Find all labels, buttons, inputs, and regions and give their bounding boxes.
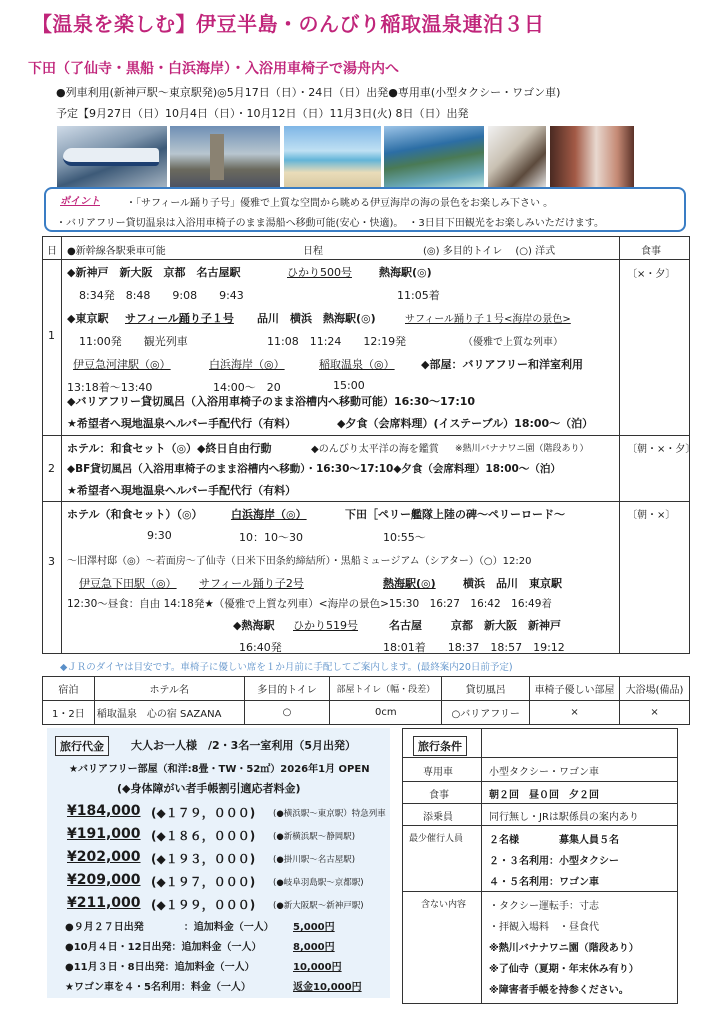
schedule-header-meal: 食事	[641, 246, 661, 257]
day1-line8-helper: ★希望者へ現地温泉ヘルパー手配代行（有料）	[67, 417, 297, 430]
price-departure: (●横浜駅〜東京駅）特急列車	[273, 809, 386, 819]
extra-fee-label: ●10月４日・12日出発：追加料金（一人）	[65, 942, 262, 953]
extra-fee-amount: 10,000円	[293, 962, 342, 973]
day2-line1-note: ※熱川バナナワニ園（階段あり）	[455, 444, 589, 454]
condition-value: ４・５名利用：ワゴン車	[489, 877, 599, 888]
condition-value: ２・３名利用：小型タクシー	[489, 856, 619, 867]
day3-line5-times: 12:30〜昼食：自由 14:18発★（優雅で上質な列車）<海岸の景色>15:30 16:27 16:42 16:49着	[67, 598, 552, 610]
price-discount-note: (◆身体障がい者手帳割引適応者料金)	[117, 782, 301, 795]
day1-line5-inatori: 稲取温泉（◎）	[319, 358, 395, 371]
condition-value: ※了仙寺（夏期・年末休み有り）	[489, 964, 639, 975]
price-departure: (●岐阜羽島駅〜京都駅)	[273, 878, 364, 888]
condition-value: ・拝観入場料 ・昼食代	[489, 922, 599, 933]
table-header-row	[43, 677, 690, 701]
day3-number: 3	[48, 555, 55, 568]
price-box	[47, 728, 390, 998]
table-header: 宿泊	[43, 677, 95, 701]
condition-value: ２名様 募集人員５名	[489, 835, 619, 846]
schedule-header-note: ●新幹線各駅乗車可能	[67, 246, 166, 257]
day1-line2-times: 8:34発 8:48 9:08 9:43	[79, 289, 244, 302]
point-label: ポイント	[60, 196, 100, 207]
day3-line2-depart: 9:30	[147, 529, 172, 542]
point-line-2: ・バリアフリー貸切温泉は入浴用車椅子のまま湯船へ移動可能(安心・快適)。 ・3日目下田観光をお楽しみいただけます。	[56, 218, 604, 229]
day3-line4-stations: 横浜 品川 東京駅	[463, 577, 562, 590]
condition-value: ・タクシー運転手：寸志	[489, 901, 599, 912]
extra-fee-amount: 5,000円	[293, 922, 335, 933]
day1-line7-bath: ◆バリアフリー貸切風呂（入浴用車椅子のまま浴槽内へ移動可能）16:30〜17:10	[67, 395, 476, 408]
day1-line4-times: 11:08 11:24 12:19発	[267, 335, 407, 348]
schedule-table	[42, 236, 696, 654]
condition-value: ※障害者手帳を持参ください。	[489, 985, 629, 996]
schedule-header-legend: (◎) 多目的トイレ (○) 洋式	[423, 246, 556, 257]
point-line-1: ・「サフィール踊り子号」優雅で上質な空間から眺める伊豆海岸の海の景色をお楽しみ下さい 。	[126, 198, 554, 209]
day3-line7-depart: 16:40発	[239, 641, 282, 654]
day3-line3-sightseeing: 〜旧澤村邸（◎）〜若面房〜了仙寺（日米下田条約締結所）・黒船ミュージアム（シアター）（○）12:20	[67, 556, 532, 567]
day3-line1-shirahama: 白浜海岸（◎）	[231, 508, 307, 521]
day3-line4-shimoda-station: 伊豆急下田駅（◎）	[79, 577, 177, 590]
price-room: ★バリアフリー部屋（和洋:8畳・TW・52㎡）2026年1月 OPEN	[69, 764, 370, 775]
day3-line1-shimoda: 下田［ペリー艦隊上陸の碑〜ペリーロード〜	[345, 508, 565, 521]
day2-line1-view: ◆のんびり太平洋の海を鑑賞	[311, 444, 439, 455]
table-cell: 稲取温泉 心の宿 SAZANA	[94, 701, 244, 725]
price-amount: ¥184,000	[67, 803, 141, 819]
memorial-monument-photo	[170, 126, 280, 188]
beach-photo	[284, 126, 381, 188]
extra-fee-amount: 8,000円	[293, 942, 335, 953]
condition-value: 同行無し・JRは駅係員の案内あり	[489, 812, 639, 823]
day3-meals: 〔朝・×〕	[627, 510, 676, 521]
day1-line1-dest: 熱海駅(◎)	[379, 266, 432, 279]
table-header: 大浴場(備品)	[620, 677, 690, 701]
day1-line3-stations: 品川 横浜 熱海駅(◎)	[257, 312, 376, 325]
condition-value: 朝２回 昼０回 夕２回	[489, 790, 599, 801]
table-row	[43, 701, 690, 725]
schedule-notice: ◆ＪＲのダイヤは目安です。車椅子に優しい席を１か月前に手配してご案内します。(最終案内20日前予定)	[60, 662, 513, 673]
table-cell: 1・2日	[43, 701, 95, 725]
day2-line2-bath: ◆BF貸切風呂（入浴用車椅子のまま浴槽内へ移動）・16:30〜17:10◆夕食（会席料理）18:00〜（泊）	[67, 463, 561, 475]
price-discount: (◆１７９，０００)	[151, 806, 256, 820]
train-photo	[57, 126, 167, 188]
page-title: 【温泉を楽しむ】伊豆半島・のんびり稲取温泉連泊３日	[32, 12, 545, 36]
day1-line5-kawazu: 伊豆急河津駅（◎）	[73, 358, 171, 371]
price-amount: ¥211,000	[67, 895, 141, 911]
conditions-box	[402, 728, 678, 1004]
price-departure: (●新大阪駅〜新神戸駅)	[273, 901, 364, 911]
day3-line4-atami: 熱海駅(◎)	[383, 577, 436, 590]
coastline-photo	[384, 126, 484, 188]
extra-fee-label: ●９月２７日出発 ：追加料金（一人）	[65, 922, 274, 933]
schedule-header-title: 日程	[303, 246, 323, 257]
extra-fee-label: ●11月３日・8日出発：追加料金（一人）	[65, 962, 255, 973]
table-header: 貸切風呂	[442, 677, 530, 701]
table-cell: 0cm	[330, 701, 442, 725]
price-discount: (◆１８６，０００)	[151, 829, 256, 843]
table-header: 車椅子優しい部屋	[530, 677, 620, 701]
condition-key: 食事	[429, 790, 449, 801]
day1-line3-train-view: サフィール踊り子１号<海岸の景色>	[405, 314, 571, 325]
conditions-label: 旅行条件	[413, 736, 467, 756]
price-header: 大人お一人様 /2・3名一室利用（5月出発）	[131, 739, 356, 752]
price-departure: (●新横浜駅〜静岡駅)	[273, 832, 356, 842]
price-discount: (◆１９３，０００)	[151, 852, 256, 866]
price-amount: ¥191,000	[67, 826, 141, 842]
hotel-room-photo	[488, 126, 546, 188]
table-header: 部屋トイレ（幅・段差）	[330, 677, 442, 701]
day1-number: 1	[48, 329, 55, 342]
day3-line6-train: ひかり519号	[293, 619, 358, 632]
condition-key: 専用車	[423, 767, 453, 778]
day1-line2-arrive: 11:05着	[397, 289, 440, 302]
table-cell: ○	[244, 701, 330, 725]
day1-line5-shirahama: 白浜海岸（◎）	[209, 358, 285, 371]
day1-meals: 〔×・夕〕	[627, 269, 676, 280]
day1-line4-depart: 11:00発 観光列車	[79, 335, 188, 348]
table-cell: ×	[620, 701, 690, 725]
condition-value: ※熱川バナナワニ園（階段あり）	[489, 943, 639, 954]
day1-line6-checkin: 15:00	[333, 379, 365, 392]
day3-line2-times: 10：10〜30	[239, 531, 303, 544]
departure-info-1: ●列車利用(新神戸駅〜東京駅発)◎5月17日（日）・24日（日）出発●専用車(小型タクシー・ワゴン車)	[56, 86, 561, 99]
day1-line8-dinner: ◆夕食（会席料理）(イステーブル）18:00〜（泊）	[337, 417, 594, 430]
day2-line3-helper: ★希望者へ現地温泉ヘルパー手配代行（有料）	[67, 484, 297, 497]
price-amount: ¥202,000	[67, 849, 141, 865]
condition-value: 小型タクシー・ワゴン車	[489, 767, 599, 778]
day1-line4-note: （優雅で上質な列車）	[463, 337, 563, 348]
table-cell: ×	[530, 701, 620, 725]
condition-key: 含ない内容	[421, 900, 467, 910]
day3-line6-stations: 京都 新大阪 新神戸	[451, 619, 561, 632]
day1-line3-tokyo: ◆東京駅	[67, 312, 109, 325]
price-discount: (◆１９７，０００)	[151, 875, 256, 889]
price-amount: ¥209,000	[67, 872, 141, 888]
day3-line4-train: サフィール踊り子2号	[199, 577, 304, 590]
condition-key: 添乗員	[423, 812, 453, 823]
table-header: ホテル名	[94, 677, 244, 701]
day3-line6-nagoya: 名古屋	[389, 619, 422, 632]
price-departure: (●掛川駅〜名古屋駅)	[273, 855, 356, 865]
price-label: 旅行代金	[55, 736, 109, 756]
day1-line1-train: ひかり500号	[287, 266, 352, 279]
page-subtitle: 下田（了仙寺・黒船・白浜海岸）・入浴用車椅子で湯舟内へ	[28, 61, 399, 77]
hotel-corridor-photo	[550, 126, 634, 188]
schedule-header-day: 日	[47, 246, 57, 257]
table-cell: ○バリアフリー	[442, 701, 530, 725]
extra-fee-label: ★ワゴン車を４・5名利用：料金（一人）	[65, 982, 251, 993]
day1-line3-train: サフィール踊り子１号	[125, 312, 234, 325]
day3-line2-arrive: 10:55〜	[383, 531, 426, 544]
day1-line6-times: 14:00〜 20	[213, 381, 281, 394]
day1-line6-arrive: 13:18着〜13:40	[67, 381, 153, 394]
day1-line5-room: ◆部屋：バリアフリー和洋室利用	[421, 358, 584, 371]
day2-line1-hotel: ホテル：和食セット（◎）◆終日自由行動	[67, 442, 272, 455]
hotel-table	[42, 676, 690, 725]
table-header: 多目的トイレ	[244, 677, 330, 701]
day3-line1-hotel: ホテル（和食セット）（◎）	[67, 508, 203, 521]
price-discount: (◆１９９，０００)	[151, 898, 256, 912]
day2-number: 2	[48, 462, 55, 475]
point-box	[44, 187, 686, 232]
condition-key: 最少催行人員	[409, 834, 464, 844]
day1-line1-stations: ◆新神戸 新大阪 京都 名古屋駅	[67, 266, 241, 279]
day2-meals: 〔朝・×・夕〕	[627, 444, 696, 455]
extra-fee-amount: 返金10,000円	[293, 982, 362, 993]
day3-line6-atami: ◆熱海駅	[233, 619, 275, 632]
day3-line7-times: 18:01着 18:37 18:57 19:12	[383, 641, 565, 654]
departure-info-2: 予定【9月27日（日）10月4日（日）・10月12日（日）11月3日(火) 8日（日）出発	[56, 107, 469, 120]
